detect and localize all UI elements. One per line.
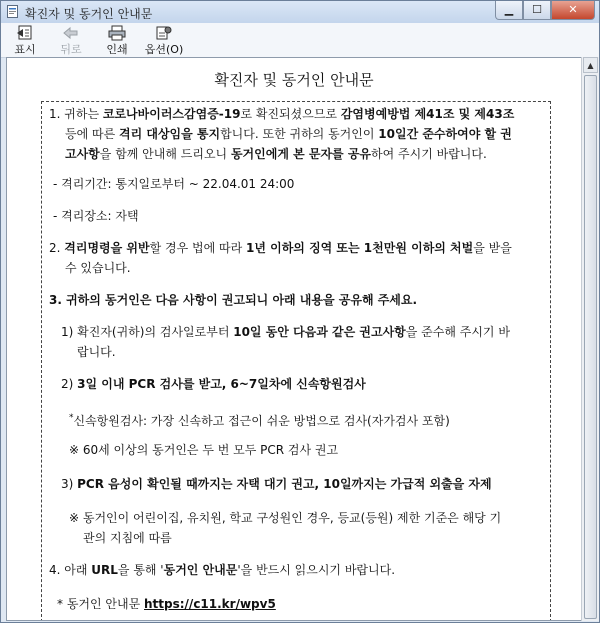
p1-text-c: 로 확진되셨으므로 <box>240 107 341 121</box>
p4-text-a: 4. 아래 <box>49 563 92 577</box>
back-arrow-icon <box>62 25 80 41</box>
p2-text-a: 2. <box>49 241 65 255</box>
p3-1-text-a: 1) 확진자(귀하)의 검사일로부터 <box>61 325 234 339</box>
p3-2-text-b: 3일 이내 PCR 검사를 받고, 6~7일차에 신속항원검사 <box>77 377 366 391</box>
paragraph-3: 3. 귀하의 동거인은 다음 사항이 권고되니 아래 내용을 공유해 주세요. <box>49 293 418 307</box>
p3-2-text-a: 2) <box>61 377 78 391</box>
guide-link-label: * 동거인 안내문 <box>57 597 144 611</box>
p1-text-l: 하여 주시기 바랍니다. <box>371 147 487 161</box>
maximize-button[interactable] <box>523 1 551 20</box>
p1-text-b: 코로나바이러스감염증-19 <box>102 107 241 121</box>
paragraph-1-line-1 <box>49 104 514 124</box>
p1-text-g: 합니다. 또한 귀하의 동거인이 <box>220 127 379 141</box>
paragraph-2-line-2: 수 있습니다. <box>65 261 131 275</box>
p4-text-b: URL <box>91 563 118 577</box>
p1-text-e: 등에 따른 <box>65 127 119 141</box>
vertical-scrollbar[interactable] <box>581 57 599 621</box>
paragraph-1-line-2 <box>65 124 512 144</box>
item-3-3 <box>61 474 492 494</box>
p2-text-b: 격리명령을 위반 <box>64 241 150 255</box>
note-school-line-1: ※ 동거인이 어린이집, 유치원, 학교 구성원인 경우, 등교(등원) 제한 기준은 해당 기 <box>69 511 502 525</box>
document-title: 확진자 및 동거인 안내문 <box>214 71 374 89</box>
p1-text-h: 10일간 준수하여야 할 권 <box>378 127 512 141</box>
p1-text-j: 을 함께 안내해 드리오니 <box>99 147 231 161</box>
title-bar <box>1 1 599 23</box>
guide-link-row <box>57 594 276 614</box>
close-icon: ✕ <box>568 3 578 16</box>
print-button[interactable] <box>97 25 137 55</box>
paragraph-4 <box>49 560 395 580</box>
paragraph-1-line-3 <box>65 144 487 164</box>
options-label: 옵션(O) <box>144 43 184 56</box>
asterisk-mark: * <box>69 413 74 423</box>
back-button[interactable] <box>51 25 91 55</box>
options-icon <box>154 25 174 41</box>
document-pane[interactable] <box>6 57 582 621</box>
p4-text-e: '을 반드시 읽으시기 바랍니다. <box>237 563 396 577</box>
show-pane-icon <box>16 25 34 41</box>
isolation-place: - 격리장소: 자택 <box>53 209 139 223</box>
printer-icon <box>107 25 127 41</box>
paragraph-2-line-1 <box>49 238 512 258</box>
p1-text-f: 격리 대상임을 통지 <box>119 127 221 141</box>
options-button[interactable] <box>141 25 187 55</box>
p3-1-text-b: 10일 동안 다음과 같은 권고사항 <box>233 325 406 339</box>
show-button[interactable] <box>5 25 45 55</box>
toolbar <box>1 23 599 58</box>
p4-text-c: 을 통해 ' <box>117 563 164 577</box>
p2-text-c: 할 경우 법에 따라 <box>149 241 246 255</box>
show-label: 표시 <box>14 43 36 56</box>
p3-3-text-a: 3) <box>61 477 78 491</box>
p2-text-d: 1년 이하의 징역 또는 1천만원 이하의 처벌 <box>246 241 474 255</box>
isolation-period: - 격리기간: 통지일로부터 ~ 22.04.01 24:00 <box>53 177 295 191</box>
guide-link[interactable]: https://c11.kr/wpv5 <box>144 597 276 611</box>
item-3-2 <box>61 374 366 394</box>
back-label: 뒤로 <box>60 43 82 56</box>
p1-text-a: 1. 귀하는 <box>49 107 103 121</box>
scroll-up-button[interactable] <box>583 57 598 73</box>
minimize-button[interactable] <box>495 1 523 20</box>
note-rapid-test-text: 신속항원검사: 가장 신속하고 접근이 쉬운 방법으로 검사(자가검사 포함) <box>73 414 450 428</box>
p3-3-text-b: PCR 음성이 확인될 때까지는 자택 대기 권고, 10일까지는 가급적 외출을 자제 <box>77 477 492 491</box>
print-label: 인쇄 <box>106 43 128 56</box>
p4-text-d: 동거인 안내문 <box>163 563 238 577</box>
minimize-icon: ▁ <box>504 3 514 16</box>
p1-text-d: 감염병예방법 제41조 및 제43조 <box>340 107 515 121</box>
p1-text-k: 동거인에게 본 문자를 공유 <box>230 147 372 161</box>
p1-text-i: 고사항 <box>65 147 100 161</box>
note-over-60: ※ 60세 이상의 동거인은 두 번 모두 PCR 검사 권고 <box>69 443 339 457</box>
item-3-1-line-2: 랍니다. <box>77 345 116 359</box>
window-title: 확진자 및 동거인 안내문 <box>25 7 153 21</box>
item-3-1-line-1 <box>61 322 510 342</box>
help-window-icon <box>7 5 19 18</box>
scroll-up-icon: ▲ <box>587 61 594 70</box>
note-school-line-2: 관의 지침에 따름 <box>83 531 172 545</box>
p2-text-e: 을 받을 <box>473 241 512 255</box>
maximize-icon: ☐ <box>532 3 542 16</box>
p3-1-text-c: 을 준수해 주시기 바 <box>405 325 510 339</box>
note-rapid-test <box>69 408 450 431</box>
close-button[interactable] <box>551 1 595 20</box>
scroll-thumb[interactable] <box>584 75 597 619</box>
